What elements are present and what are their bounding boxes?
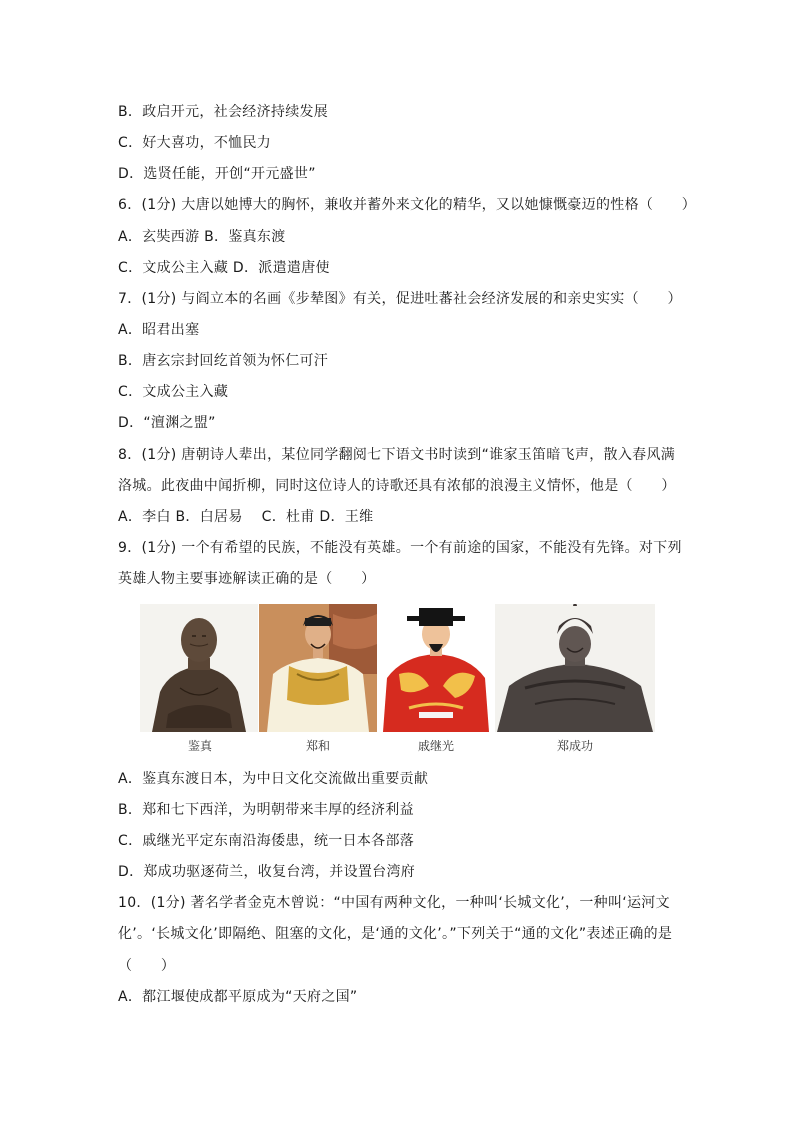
option-line: A．昭君出塞 [118, 322, 200, 338]
question-9: 9．(1分) 一个有希望的民族，不能没有英雄。一个有前途的国家，不能没有先锋。对下列 [118, 540, 682, 556]
caption-jianzhen: 鉴真 [187, 739, 212, 753]
option-line: C．好大喜功，不恤民力 [118, 135, 272, 151]
option-line: C．戚继光平定东南沿海倭患，统一日本各部落 [118, 833, 415, 849]
option-line: D．选贤任能，开创“开元盛世” [118, 166, 316, 182]
question-6: 6．(1分) 大唐以她博大的胸怀，兼收并蓄外来文化的精华，又以她慷慨豪迈的性格（ ） [118, 197, 697, 213]
question-8-cont: 洛城。此夜曲中闻折柳，同时这位诗人的诗歌还具有浓郁的浪漫主义情怀，他是（ ） [118, 478, 676, 494]
option-line: A．鉴真东渡日本，为中日文化交流做出重要贡献 [118, 771, 429, 787]
option-line: A．李白 B．白居易 C．杜甫 D．王维 [118, 509, 374, 525]
option-line: D．郑成功驱逐荷兰，收复台湾，并设置台湾府 [118, 864, 416, 880]
qijiguang-image [379, 604, 493, 732]
zhenghe-image [259, 604, 377, 732]
caption-zhenghe: 郑和 [305, 739, 330, 753]
option-line: B．郑和七下西洋，为明朝带来丰厚的经济利益 [118, 802, 414, 818]
caption-zhengchenggong: 郑成功 [556, 739, 593, 753]
option-line: B．唐玄宗封回纥首领为怀仁可汗 [118, 353, 329, 369]
hero-figures [140, 604, 655, 754]
zhengchenggong-image [495, 604, 655, 732]
question-8: 8．(1分) 唐朝诗人辈出，某位同学翻阅七下语文书时读到“谁家玉笛暗飞声，散入春风满 [118, 447, 676, 463]
question-9-cont: 英雄人物主要事迹解读正确的是（ ） [118, 571, 376, 587]
option-line: C．文成公主入藏 [118, 384, 229, 400]
option-line: D．“澶渊之盟” [118, 415, 216, 431]
question-10-paren: （ ） [118, 958, 176, 974]
caption-qijiguang: 戚继光 [417, 739, 454, 753]
question-10: 10．(1分) 著名学者金克木曾说：“中国有两种文化，一种叫‘长城文化’，一种叫‘运河文 [118, 895, 670, 911]
question-7: 7．(1分) 与阎立本的名画《步辇图》有关，促进吐蕃社会经济发展的和亲史实实（ ） [118, 291, 682, 307]
option-line: A．都江堰使成都平原成为“天府之国” [118, 989, 358, 1005]
option-line: B．政启开元，社会经济持续发展 [118, 104, 329, 120]
option-line: A．玄奘西游 B．鉴真东渡 [118, 229, 286, 245]
question-10-cont: 化’。‘长城文化’即隔绝、阻塞的文化，是‘通的文化’。”下列关于“通的文化”表述正确的是 [118, 926, 673, 942]
jianzhen-image [140, 604, 258, 732]
option-line: C．文成公主入藏 D．派遣遣唐使 [118, 260, 330, 276]
